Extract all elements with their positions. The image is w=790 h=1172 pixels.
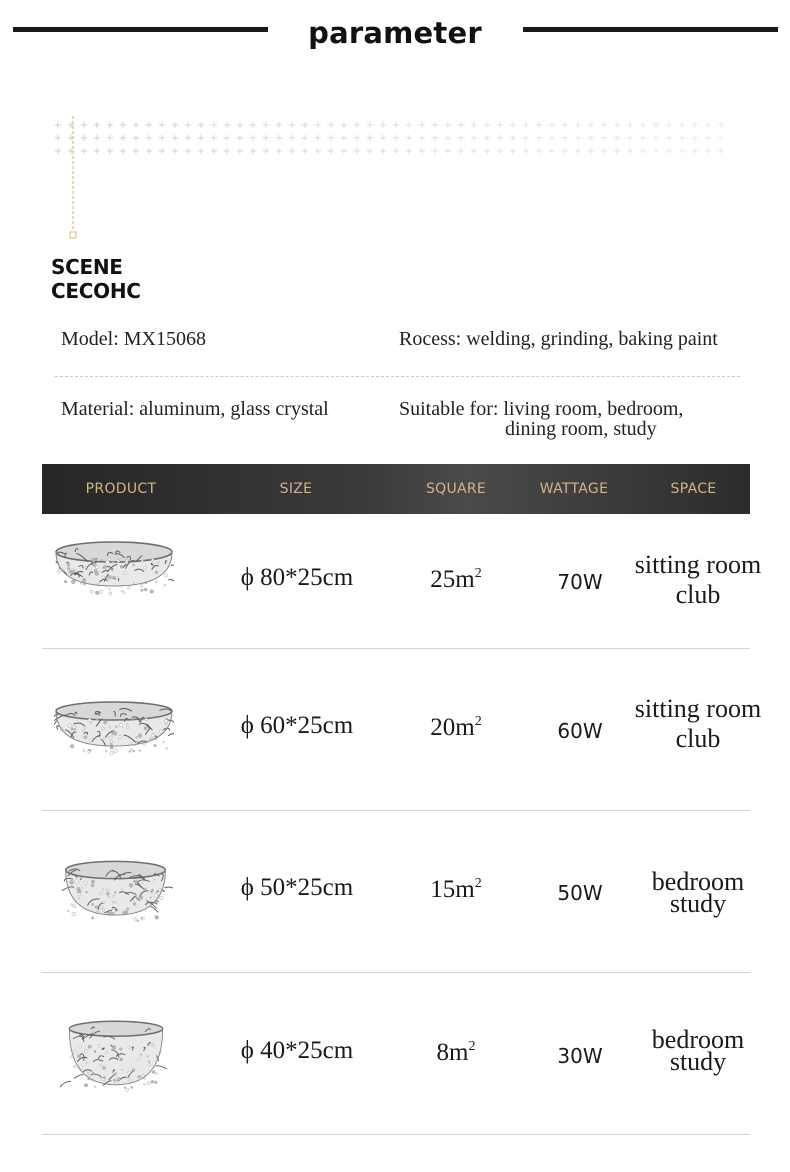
svg-text:+: +: [53, 133, 63, 144]
scene-heading-line1: SCENE: [51, 255, 123, 279]
svg-text:+: +: [66, 146, 76, 157]
svg-text:+: +: [157, 133, 167, 144]
svg-text:+: +: [547, 133, 557, 144]
svg-text:+: +: [391, 146, 401, 157]
space-value: bedroom study: [651, 867, 745, 918]
spec-divider: [55, 376, 740, 377]
svg-text:+: +: [456, 146, 466, 157]
svg-text:+: +: [365, 120, 375, 131]
svg-text:+: +: [430, 133, 440, 144]
svg-text:+: +: [599, 146, 609, 157]
svg-text:+: +: [209, 120, 219, 131]
svg-text:+: +: [118, 146, 128, 157]
svg-text:+: +: [287, 146, 297, 157]
svg-text:+: +: [677, 133, 687, 144]
svg-text:+: +: [586, 120, 596, 131]
svg-text:+: +: [716, 120, 726, 131]
svg-text:+: +: [235, 133, 245, 144]
svg-text:+: +: [339, 146, 349, 157]
svg-text:+: +: [313, 120, 323, 131]
svg-text:+: +: [144, 146, 154, 157]
svg-text:+: +: [495, 120, 505, 131]
svg-text:+: +: [443, 120, 453, 131]
svg-text:+: +: [378, 133, 388, 144]
space-value: sitting room club: [634, 550, 762, 609]
spec-material: Material: aluminum, glass crystal: [61, 398, 329, 420]
svg-text:+: +: [456, 133, 466, 144]
space-value: bedroom study: [651, 1025, 745, 1076]
svg-text:+: +: [560, 133, 570, 144]
svg-text:+: +: [651, 146, 661, 157]
svg-text:+: +: [508, 133, 518, 144]
table-row: [42, 811, 750, 973]
svg-text:+: +: [118, 120, 128, 131]
table-row: [42, 649, 762, 811]
svg-text:+: +: [521, 146, 531, 157]
chandelier-40-image: [60, 1015, 172, 1105]
svg-text:+: +: [66, 120, 76, 131]
svg-text:+: +: [183, 146, 193, 157]
svg-text:+: +: [638, 133, 648, 144]
svg-text:+: +: [378, 146, 388, 157]
size-value: ϕ 40*25cm: [240, 1037, 354, 1064]
header-size: SIZE: [279, 481, 313, 497]
svg-text:+: +: [352, 120, 362, 131]
svg-text:+: +: [612, 146, 622, 157]
svg-text:+: +: [430, 120, 440, 131]
svg-text:+: +: [534, 120, 544, 131]
square-value: $25m^2$: [430, 566, 482, 593]
svg-text:+: +: [274, 133, 284, 144]
svg-text:+: +: [144, 133, 154, 144]
square-value: $8m^2$: [436, 1039, 476, 1066]
header-square: SQUARE: [425, 481, 487, 497]
svg-text:+: +: [625, 133, 635, 144]
table-row: [42, 514, 762, 649]
svg-text:+: +: [612, 133, 622, 144]
svg-text:+: +: [560, 146, 570, 157]
svg-text:+: +: [625, 120, 635, 131]
svg-text:+: +: [248, 146, 258, 157]
svg-text:+: +: [586, 146, 596, 157]
svg-text:+: +: [521, 133, 531, 144]
svg-text:+: +: [183, 133, 193, 144]
svg-text:+: +: [638, 120, 648, 131]
svg-text:+: +: [300, 120, 310, 131]
svg-text:+: +: [690, 133, 700, 144]
svg-text:+: +: [53, 120, 63, 131]
size-value: ϕ 50*25cm: [240, 874, 354, 901]
svg-text:+: +: [573, 133, 583, 144]
wattage-value: 70W: [557, 570, 603, 594]
svg-text:+: +: [170, 133, 180, 144]
size-value: ϕ 80*25cm: [240, 564, 354, 591]
svg-text:+: +: [79, 120, 89, 131]
svg-text:+: +: [716, 146, 726, 157]
svg-text:+: +: [170, 146, 180, 157]
spec-suitable-for: Suitable for: living room, bedroom,: [399, 398, 684, 420]
svg-text:+: +: [547, 120, 557, 131]
svg-text:+: +: [703, 120, 713, 131]
svg-text:+: +: [235, 120, 245, 131]
svg-text:+: +: [157, 146, 167, 157]
table-header: [42, 464, 750, 514]
svg-text:+: +: [443, 146, 453, 157]
svg-text:+: +: [417, 146, 427, 157]
svg-text:+: +: [209, 133, 219, 144]
svg-text:+: +: [352, 146, 362, 157]
svg-text:+: +: [404, 120, 414, 131]
svg-text:+: +: [612, 120, 622, 131]
svg-text:+: +: [534, 146, 544, 157]
svg-text:+: +: [287, 120, 297, 131]
wattage-value: 60W: [557, 719, 603, 743]
svg-text:+: +: [417, 120, 427, 131]
spec-model: Model: MX15068: [61, 328, 206, 350]
svg-text:+: +: [144, 120, 154, 131]
table-row: [42, 973, 750, 1135]
svg-text:+: +: [378, 120, 388, 131]
svg-text:+: +: [482, 133, 492, 144]
svg-text:+: +: [170, 120, 180, 131]
scene-heading-line2: CECOHC: [51, 279, 141, 303]
svg-text:+: +: [118, 133, 128, 144]
svg-text:+: +: [482, 146, 492, 157]
svg-text:+: +: [430, 146, 440, 157]
svg-text:+: +: [573, 120, 583, 131]
chandelier-60-image: [54, 695, 174, 765]
svg-text:+: +: [599, 133, 609, 144]
svg-text:+: +: [651, 133, 661, 144]
svg-text:+: +: [196, 146, 206, 157]
svg-text:+: +: [443, 133, 453, 144]
svg-text:+: +: [196, 120, 206, 131]
svg-text:+: +: [261, 133, 271, 144]
space-value: sitting room club: [634, 694, 762, 753]
svg-text:+: +: [365, 146, 375, 157]
svg-text:+: +: [573, 146, 583, 157]
svg-text:+: +: [339, 120, 349, 131]
decorative-plus-grid: [50, 112, 740, 247]
svg-text:+: +: [261, 146, 271, 157]
svg-text:+: +: [157, 120, 167, 131]
svg-text:+: +: [677, 120, 687, 131]
wattage-value: 50W: [557, 881, 603, 905]
scene-heading: [51, 255, 141, 303]
svg-text:+: +: [131, 146, 141, 157]
svg-text:+: +: [677, 146, 687, 157]
svg-text:+: +: [417, 133, 427, 144]
page-title: parameter: [308, 16, 482, 50]
svg-text:+: +: [703, 133, 713, 144]
svg-text:+: +: [508, 146, 518, 157]
svg-text:+: +: [313, 146, 323, 157]
svg-text:+: +: [690, 146, 700, 157]
svg-text:+: +: [521, 120, 531, 131]
svg-text:+: +: [638, 146, 648, 157]
svg-text:+: +: [326, 146, 336, 157]
svg-text:+: +: [690, 120, 700, 131]
svg-text:+: +: [404, 133, 414, 144]
svg-text:+: +: [664, 146, 674, 157]
spec-process: Rocess: welding, grinding, baking paint: [399, 328, 718, 350]
svg-text:+: +: [495, 146, 505, 157]
size-value: ϕ 60*25cm: [240, 712, 354, 739]
svg-text:+: +: [105, 146, 115, 157]
svg-text:+: +: [404, 146, 414, 157]
chandelier-80-image: [54, 534, 174, 604]
svg-text:+: +: [287, 133, 297, 144]
svg-text:+: +: [391, 120, 401, 131]
svg-text:+: +: [92, 133, 102, 144]
svg-text:+: +: [534, 133, 544, 144]
svg-text:+: +: [53, 146, 63, 157]
svg-text:+: +: [222, 120, 232, 131]
svg-text:+: +: [66, 133, 76, 144]
svg-text:+: +: [586, 133, 596, 144]
svg-text:+: +: [92, 120, 102, 131]
svg-text:+: +: [313, 133, 323, 144]
svg-text:+: +: [274, 146, 284, 157]
svg-text:+: +: [235, 146, 245, 157]
svg-text:+: +: [79, 133, 89, 144]
wattage-value: 30W: [557, 1044, 603, 1068]
svg-text:+: +: [469, 146, 479, 157]
svg-text:+: +: [131, 120, 141, 131]
svg-text:+: +: [469, 133, 479, 144]
svg-text:+: +: [222, 133, 232, 144]
square-value: $15m^2$: [430, 876, 482, 903]
svg-text:+: +: [365, 133, 375, 144]
svg-text:+: +: [482, 120, 492, 131]
svg-text:+: +: [131, 133, 141, 144]
svg-text:+: +: [92, 146, 102, 157]
svg-text:+: +: [664, 120, 674, 131]
svg-text:+: +: [248, 133, 258, 144]
header-wattage: WATTAGE: [539, 481, 609, 497]
svg-text:+: +: [456, 120, 466, 131]
svg-text:+: +: [716, 133, 726, 144]
svg-text:+: +: [209, 146, 219, 157]
svg-text:+: +: [508, 120, 518, 131]
svg-text:+: +: [469, 120, 479, 131]
square-value: $20m^2$: [430, 714, 482, 741]
svg-text:+: +: [625, 146, 635, 157]
svg-text:+: +: [560, 120, 570, 131]
svg-text:+: +: [664, 133, 674, 144]
spec-suitable-for-cont: dining room, study: [505, 418, 657, 440]
svg-text:+: +: [300, 133, 310, 144]
svg-text:+: +: [105, 133, 115, 144]
svg-text:+: +: [599, 120, 609, 131]
svg-text:+: +: [326, 133, 336, 144]
svg-text:+: +: [261, 120, 271, 131]
svg-text:+: +: [79, 146, 89, 157]
header-product: PRODUCT: [85, 481, 157, 497]
svg-text:+: +: [274, 120, 284, 131]
svg-text:+: +: [547, 146, 557, 157]
svg-text:+: +: [352, 133, 362, 144]
svg-text:+: +: [105, 120, 115, 131]
svg-text:+: +: [196, 133, 206, 144]
chandelier-50-image: [58, 853, 173, 933]
svg-text:+: +: [248, 120, 258, 131]
svg-text:+: +: [300, 146, 310, 157]
svg-text:+: +: [183, 120, 193, 131]
svg-text:+: +: [391, 133, 401, 144]
svg-text:+: +: [651, 120, 661, 131]
svg-text:+: +: [222, 146, 232, 157]
svg-text:+: +: [339, 133, 349, 144]
header-space: SPACE: [670, 481, 717, 497]
svg-text:+: +: [495, 133, 505, 144]
svg-text:+: +: [703, 146, 713, 157]
svg-text:+: +: [326, 120, 336, 131]
